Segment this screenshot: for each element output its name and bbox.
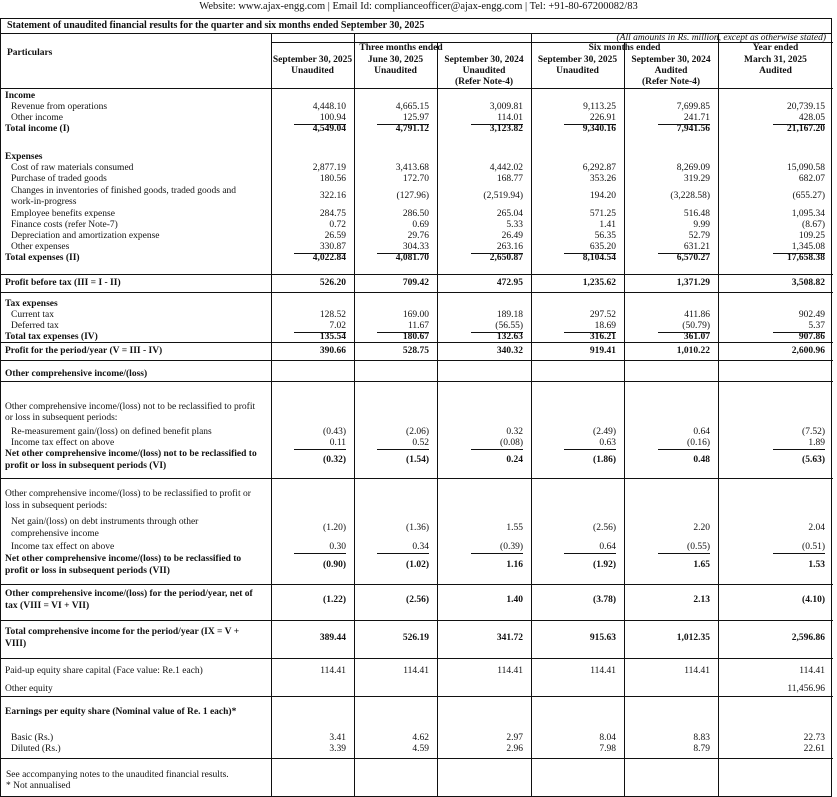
value-cell: 17,658.38 [787, 253, 825, 263]
particulars-header: Particulars [7, 48, 53, 58]
subtotal-rule [773, 553, 825, 554]
value-cell: 56.35 [594, 231, 616, 241]
value-cell: 21,167.20 [787, 124, 825, 134]
col-divider [624, 42, 625, 796]
row-label: Paid-up equity share capital (Face value: Re.1 each) [5, 666, 203, 676]
value-cell: 0.63 [599, 438, 616, 448]
subtotal-rule [471, 553, 523, 554]
group-year: Year ended [752, 43, 799, 53]
value-cell: 265.04 [496, 209, 523, 219]
value-cell: 284.75 [319, 209, 346, 219]
row-label: Finance costs (refer Note-7) [11, 220, 118, 230]
value-cell: 3,123.82 [489, 124, 523, 134]
row-label: comprehensive income [11, 529, 99, 539]
subtotal-rule [294, 449, 346, 450]
value-cell: 114.41 [684, 666, 710, 676]
value-cell: 172.70 [402, 174, 429, 184]
value-cell: (7.52) [802, 427, 825, 437]
value-cell: 1.40 [506, 595, 523, 605]
value-cell: 0.48 [693, 455, 710, 465]
value-cell: 8,269.09 [676, 163, 710, 173]
section-rule [1, 758, 833, 759]
value-cell: 15,090.58 [787, 163, 825, 173]
value-cell: 180.56 [319, 174, 346, 184]
refer-note: (Refer Note-4) [641, 77, 701, 87]
section-rule [1, 584, 833, 585]
value-cell: 2.04 [808, 523, 825, 533]
audit-status: Audited [759, 66, 792, 76]
row-label: tax (VIII = VI + VII) [5, 601, 90, 611]
row-label: Total income (I) [5, 124, 70, 134]
value-cell: (0.32) [323, 455, 346, 465]
value-cell: 8.79 [693, 744, 710, 754]
row-label: Net gain/(loss) on debt instruments through other [11, 517, 199, 527]
value-cell: 9.99 [693, 220, 710, 230]
value-cell: 1.16 [506, 560, 523, 570]
row-label: Net other comprehensive income/(loss) not to be reclassified to [5, 449, 257, 459]
value-cell: 114.41 [403, 666, 429, 676]
value-cell: 8,104.54 [582, 253, 616, 263]
value-cell: 226.91 [589, 113, 616, 123]
value-cell: 3,009.81 [489, 102, 523, 112]
value-cell: 2.20 [693, 523, 710, 533]
value-cell: 180.67 [402, 332, 429, 342]
value-cell: 2,877.19 [312, 163, 346, 173]
subtotal-rule [377, 449, 429, 450]
value-cell: (1.92) [593, 560, 616, 570]
value-cell: (2,519.94) [483, 191, 523, 201]
value-cell: 2,650.87 [489, 253, 523, 263]
statement-title: Statement of unaudited financial results for the quarter and six months ended September 30, 2025 [0, 18, 832, 34]
value-cell: 7,699.85 [676, 102, 710, 112]
row-label: Revenue from operations [11, 102, 108, 112]
value-cell: (0.39) [500, 542, 523, 552]
row-label: profit or loss in subsequent periods (VI) [5, 461, 167, 471]
value-cell: (0.16) [687, 438, 710, 448]
value-cell: (1.86) [593, 455, 616, 465]
value-cell: 297.52 [589, 310, 616, 320]
value-cell: 1.55 [506, 523, 523, 533]
value-cell: 915.63 [589, 633, 616, 643]
value-cell: (0.90) [323, 560, 346, 570]
row-label: Total comprehensive income for the period/year (IX = V + [5, 627, 240, 637]
subtotal-rule [471, 449, 523, 450]
value-cell: 304.33 [402, 242, 429, 252]
value-cell: (3,228.58) [670, 191, 710, 201]
subtotal-rule [294, 553, 346, 554]
subtotal-rule [658, 449, 710, 450]
subtotal-rule [564, 553, 616, 554]
value-cell: 6,292.87 [582, 163, 616, 173]
row-label: Total expenses (II) [5, 253, 80, 263]
row-label: Employee benefits expense [11, 209, 115, 219]
subtotal-rule [564, 449, 616, 450]
value-cell: 919.41 [589, 346, 616, 356]
value-cell: 0.64 [693, 427, 710, 437]
row-label: or loss in subsequent periods: [5, 413, 118, 423]
value-cell: 389.44 [319, 633, 346, 643]
value-cell: 7,941.56 [676, 124, 710, 134]
period-header: September 30, 2024 [631, 55, 711, 65]
subtotal-rule [658, 553, 710, 554]
value-cell: 1,345.08 [791, 242, 825, 252]
value-cell: 411.86 [684, 310, 710, 320]
value-cell: 2,596.86 [791, 633, 825, 643]
value-cell: 1,010.22 [676, 346, 710, 356]
section-rule [1, 381, 833, 382]
value-cell: (1.54) [406, 455, 429, 465]
value-cell: 11.67 [407, 321, 429, 331]
value-cell: (0.55) [687, 542, 710, 552]
footnote-not-annualised: * Not annualised [6, 781, 71, 791]
row-label: Purchase of traded goods [11, 174, 107, 184]
value-cell: 7.02 [329, 321, 346, 331]
value-cell: 114.41 [497, 666, 523, 676]
value-cell: (127.96) [396, 191, 429, 201]
value-cell: 1,095.34 [791, 209, 825, 219]
value-cell: (1.02) [406, 560, 429, 570]
value-cell: 7.98 [599, 744, 616, 754]
value-cell: 114.41 [799, 666, 825, 676]
value-cell: 4,442.02 [489, 163, 523, 173]
row-label: Profit for the period/year (V = III - IV) [5, 346, 163, 356]
value-cell: 1,235.62 [582, 278, 616, 288]
row-label: Income [5, 91, 36, 101]
period-header: September 30, 2025 [272, 55, 353, 65]
value-cell: 4,022.84 [312, 253, 346, 263]
col-divider [354, 34, 355, 796]
value-cell: 9,113.25 [583, 102, 616, 112]
value-cell: (1.22) [323, 595, 346, 605]
row-label: Diluted (Rs.) [11, 744, 61, 754]
row-label: Profit before tax (III = I - II) [5, 278, 121, 288]
audit-status: Unaudited [291, 66, 334, 76]
row-label: VIII) [5, 639, 27, 649]
value-cell: 189.18 [496, 310, 523, 320]
row-label: profit or loss in subsequent periods (VII) [5, 566, 170, 576]
value-cell: 1,371.29 [676, 278, 710, 288]
row-label: work-in-progress [11, 197, 77, 207]
value-cell: 0.52 [412, 438, 429, 448]
value-cell: 1.65 [693, 560, 710, 570]
value-cell: 0.30 [329, 542, 346, 552]
value-cell: 114.41 [320, 666, 346, 676]
period-header: September 30, 2024 [444, 55, 524, 65]
value-cell: 3.41 [329, 733, 346, 743]
value-cell: 100.94 [319, 113, 346, 123]
row-label: Income tax effect on above [11, 438, 115, 448]
section-rule [1, 292, 833, 293]
row-label: Total tax expenses (IV) [5, 332, 98, 342]
value-cell: (1.36) [406, 523, 429, 533]
website-line: Website: www.ajax-engg.com | Email Id: complianceofficer@ajax-engg.com | Tel: +91-80-67200082/83 [199, 1, 638, 12]
section-rule [1, 658, 833, 659]
value-cell: 0.11 [329, 438, 346, 448]
value-cell: 631.21 [683, 242, 710, 252]
row-label: Tax expenses [5, 299, 58, 309]
value-cell: (0.43) [323, 427, 346, 437]
value-cell: 2,600.96 [791, 346, 825, 356]
value-cell: 528.75 [402, 346, 429, 356]
value-cell: 2.96 [506, 744, 523, 754]
value-cell: 516.48 [683, 209, 710, 219]
value-cell: 114.01 [497, 113, 523, 123]
value-cell: 341.72 [496, 633, 523, 643]
row-label: Other income [11, 113, 63, 123]
value-cell: (5.63) [802, 455, 825, 465]
value-cell: (0.51) [802, 542, 825, 552]
value-cell: 4.59 [412, 744, 429, 754]
value-cell: (50.79) [682, 321, 710, 331]
value-cell: 526.20 [319, 278, 346, 288]
value-cell: 168.77 [496, 174, 523, 184]
value-cell: (2.49) [593, 427, 616, 437]
value-cell: 571.25 [589, 209, 616, 219]
value-cell: 3,508.82 [791, 278, 825, 288]
value-cell: 0.34 [412, 542, 429, 552]
value-cell: 29.76 [407, 231, 429, 241]
value-cell: (8.67) [802, 220, 825, 230]
value-cell: 390.66 [319, 346, 346, 356]
value-cell: 18.69 [594, 321, 616, 331]
row-label: loss in subsequent periods: [5, 501, 108, 511]
row-label: Other comprehensive income/(loss) [5, 369, 148, 379]
value-cell: 20,739.15 [787, 102, 825, 112]
value-cell: 682.07 [798, 174, 825, 184]
value-cell: 4,791.12 [395, 124, 429, 134]
value-cell: 0.69 [412, 220, 429, 230]
row-label: Other equity [5, 684, 53, 694]
value-cell: 4,081.70 [395, 253, 429, 263]
row-label: Re-measurement gain/(loss) on defined benefit plans [11, 427, 212, 437]
header-bottom-rule [1, 88, 833, 89]
value-cell: 4,448.10 [312, 102, 346, 112]
value-cell: 902.49 [798, 310, 825, 320]
col-divider [531, 34, 532, 796]
audit-status: Unaudited [556, 66, 599, 76]
row-label: Earnings per equity share (Nominal value of Re. 1 each)* [5, 707, 237, 717]
col-divider [271, 34, 272, 796]
subtotal-rule [377, 553, 429, 554]
row-label: Current tax [11, 310, 55, 320]
section-rule [1, 696, 833, 697]
refer-note: (Refer Note-4) [454, 77, 514, 87]
group-six-months: Six months ended [588, 43, 661, 53]
value-cell: 8.04 [599, 733, 616, 743]
value-cell: 169.00 [402, 310, 429, 320]
value-cell: 472.95 [496, 278, 523, 288]
value-cell: (655.27) [792, 191, 825, 201]
value-cell: 22.61 [803, 744, 825, 754]
value-cell: 1.53 [808, 560, 825, 570]
section-rule [1, 478, 833, 479]
audit-status: Unaudited [374, 66, 417, 76]
value-cell: 635.20 [589, 242, 616, 252]
value-cell: 5.33 [506, 220, 523, 230]
value-cell: 526.19 [402, 633, 429, 643]
value-cell: (2.56) [406, 595, 429, 605]
row-label: Income tax effect on above [11, 542, 115, 552]
value-cell: 1.89 [808, 438, 825, 448]
value-cell: 241.71 [683, 113, 710, 123]
value-cell: 319.29 [683, 174, 710, 184]
value-cell: 132.63 [496, 332, 523, 342]
period-header: September 30, 2025 [537, 55, 618, 65]
value-cell: 26.49 [501, 231, 523, 241]
value-cell: 22.73 [803, 733, 825, 743]
footnote-notes: See accompanying notes to the unaudited financial results. [6, 770, 229, 780]
value-cell: 0.24 [506, 455, 523, 465]
value-cell: 353.26 [589, 174, 616, 184]
col-divider [437, 42, 438, 796]
section-rule [1, 274, 833, 275]
value-cell: 194.20 [589, 191, 616, 201]
value-cell: 114.41 [590, 666, 616, 676]
amounts-note: (All amounts in Rs. million, except as otherwise stated) [616, 33, 826, 43]
audit-status: Unaudited [462, 66, 506, 76]
value-cell: 330.87 [319, 242, 346, 252]
row-label: Other comprehensive income/(loss) for the period/year, net of [5, 589, 253, 599]
value-cell: 125.97 [402, 113, 429, 123]
group-three-months: Three months ended [359, 43, 443, 53]
row-label: Depreciation and amortization expense [11, 231, 160, 241]
value-cell: 3,413.68 [395, 163, 429, 173]
value-cell: 109.25 [798, 231, 825, 241]
value-cell: (56.55) [495, 321, 523, 331]
value-cell: 26.59 [324, 231, 346, 241]
value-cell: 709.42 [402, 278, 429, 288]
audit-status: Audited [654, 66, 688, 76]
row-label: Cost of raw materials consumed [11, 163, 134, 173]
row-label: Deferred tax [11, 321, 59, 331]
subtotal-rule [773, 449, 825, 450]
value-cell: 9,340.16 [582, 124, 616, 134]
value-cell: 2.13 [693, 595, 710, 605]
value-cell: 4,549.04 [312, 124, 346, 134]
row-label: Changes in inventories of finished goods, traded goods and [11, 186, 237, 196]
value-cell: (3.78) [593, 595, 616, 605]
row-label: Other comprehensive income/(loss) not to be reclassified to profit [5, 402, 256, 412]
value-cell: 128.52 [319, 310, 346, 320]
section-rule [1, 360, 833, 361]
value-cell: 316.21 [589, 332, 616, 342]
value-cell: 135.54 [319, 332, 346, 342]
value-cell: 4,665.15 [395, 102, 429, 112]
value-cell: 263.16 [496, 242, 523, 252]
value-cell: 907.86 [798, 332, 825, 342]
period-header: March 31, 2025 [744, 55, 807, 65]
value-cell: 1.41 [599, 220, 616, 230]
value-cell: (2.56) [593, 523, 616, 533]
value-cell: 6,570.27 [676, 253, 710, 263]
value-cell: 8.83 [693, 733, 710, 743]
value-cell: 0.32 [506, 427, 523, 437]
row-label: Expenses [5, 152, 43, 162]
col-divider [718, 34, 719, 796]
value-cell: 5.37 [808, 321, 825, 331]
value-cell: 11,456.96 [787, 684, 825, 694]
value-cell: 340.32 [496, 346, 523, 356]
value-cell: 3.39 [329, 744, 346, 754]
value-cell: 0.64 [599, 542, 616, 552]
value-cell: 428.05 [798, 113, 825, 123]
row-label: Other comprehensive income/(loss) to be reclassified to profit or [5, 489, 251, 499]
value-cell: (2.06) [406, 427, 429, 437]
value-cell: 52.79 [688, 231, 710, 241]
value-cell: 2.97 [506, 733, 523, 743]
row-label: Net other comprehensive income/(loss) to be reclassified to [5, 554, 242, 564]
value-cell: (1.20) [323, 523, 346, 533]
value-cell: 286.50 [402, 209, 429, 219]
value-cell: (4.10) [802, 595, 825, 605]
value-cell: 322.16 [319, 191, 346, 201]
row-label: Basic (Rs.) [11, 733, 54, 743]
value-cell: 361.07 [683, 332, 710, 342]
value-cell: 1,012.35 [676, 633, 710, 643]
value-cell: 0.72 [329, 220, 346, 230]
section-rule [1, 620, 833, 621]
period-header: June 30, 2025 [367, 55, 424, 65]
results-table [0, 34, 832, 797]
value-cell: (0.08) [500, 438, 523, 448]
value-cell: 4.62 [412, 733, 429, 743]
row-label: Other expenses [11, 242, 70, 252]
